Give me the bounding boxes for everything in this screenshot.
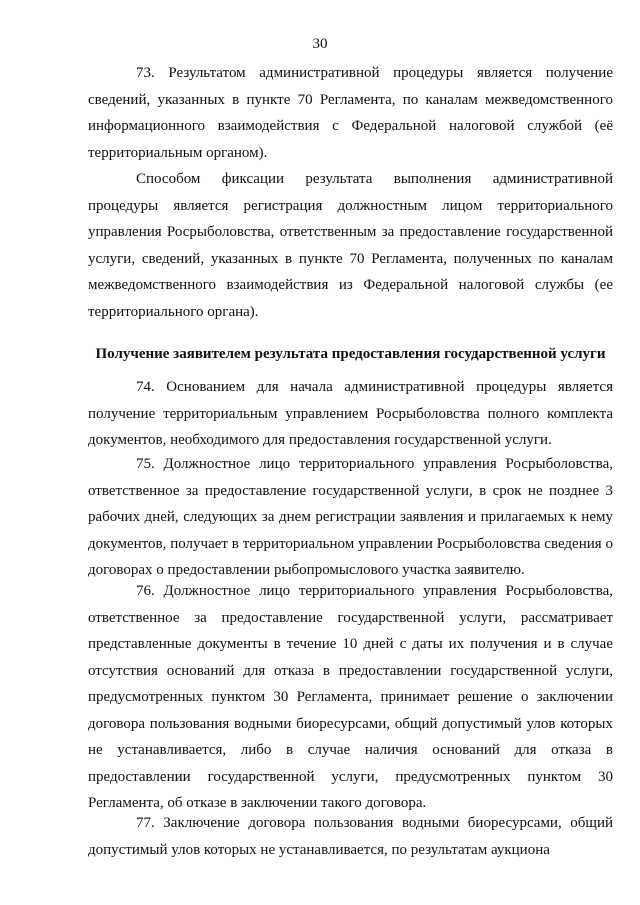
paragraph-73: 73. Результатом административной процедуры является получение сведений, указанных в пункте 70 Регламента, по каналам межведомственного информационного взаимодействия с Федеральной налоговой службой (её территориальным органом).	[88, 65, 613, 161]
paragraph-76: 76. Должностное лицо территориального управления Росрыболовства, ответственное за предоставление государственной услуги, рассматривает представленные документы в течение 10 дней с даты их получения и в случае отсутствия оснований для отказа в предоставлении государственной услуги, предусмотренных пунктом 30 Регламента, принимает решение о заключении договора пользования водными биоресурсами, общий допустимый улов которых не устанавливается, либо в случае наличия оснований для отказа в предоставлении государственной услуги, предусмотренных пунктом 30 Регламента, об отказе в заключении такого договора.	[88, 583, 613, 811]
page-number: 30	[312, 36, 328, 52]
paragraph-75: 75. Должностное лицо территориального управления Росрыболовства, ответственное за предоставление государственной услуги, в срок не позднее 3 рабочих дней, следующих за днем регистрации заявления и прилагаемых к нему документов, получает в территориальном управлении Росрыболовства сведения о договорах о предоставлении рыбопромыслового участка заявителю.	[88, 456, 613, 578]
section-heading: Получение заявителем результата предоставления государственной услуги	[95, 346, 606, 362]
paragraph-77: 77. Заключение договора пользования водными биоресурсами, общий допустимый улов которых не устанавливается, по результатам аукциона	[88, 815, 613, 858]
paragraph-74: 74. Основанием для начала административной процедуры является получение территориальным управлением Росрыболовства полного комплекта документов, необходимого для предоставления государственной услуги.	[88, 379, 613, 448]
paragraph-73-fixation: Способом фиксации результата выполнения административной процедуры является регистрация должностным лицом территориального управления Росрыболовства, ответственным за предоставление государственной услуги, сведений, указанных в пункте 70 Регламента, полученных по каналам межведомственного взаимодействия из Федеральной налоговой службы (ее территориального органа).	[88, 171, 613, 320]
